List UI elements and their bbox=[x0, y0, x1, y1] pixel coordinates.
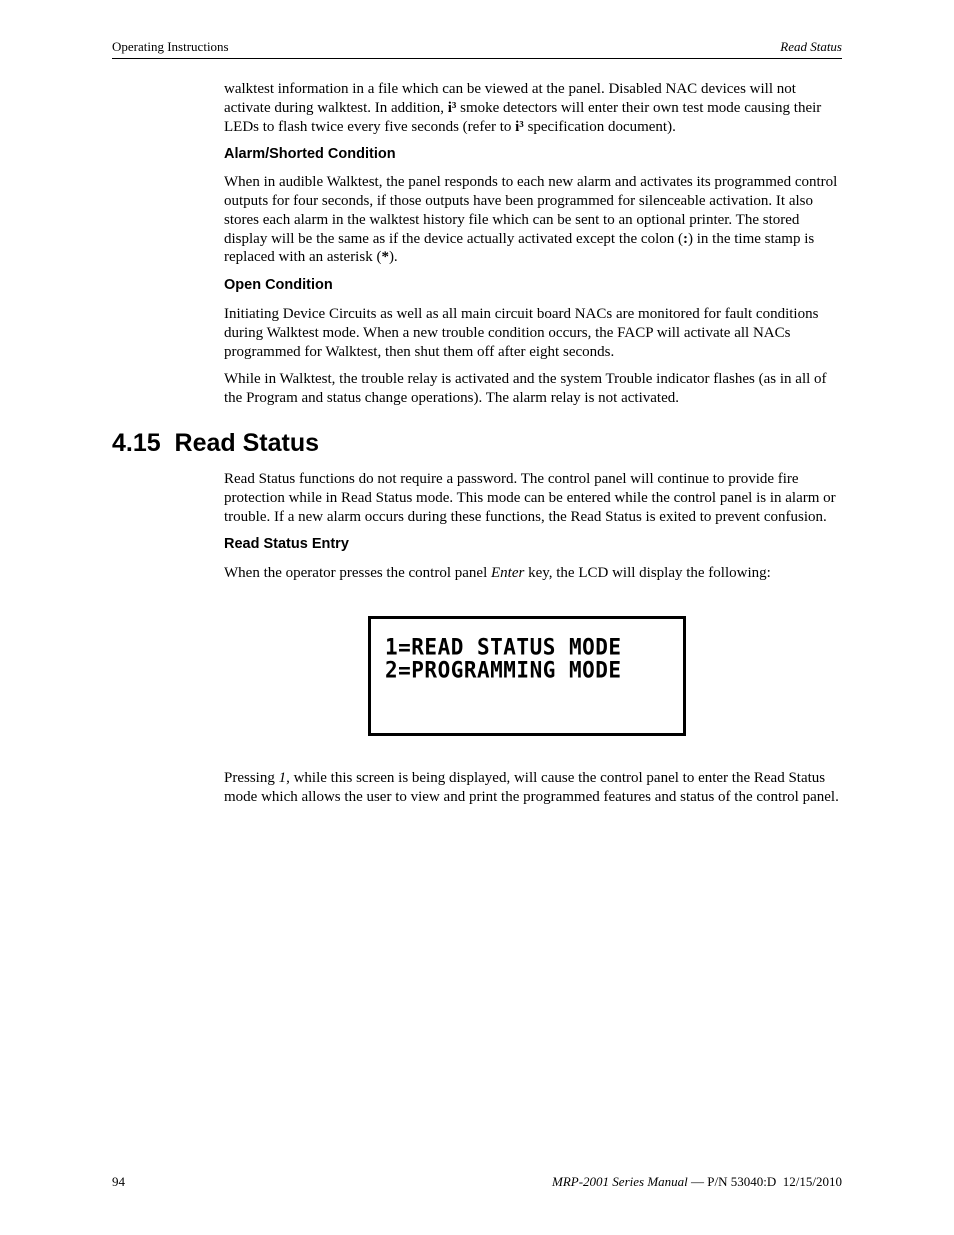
entry-heading: Read Status Entry bbox=[224, 536, 349, 553]
footer-manual-info bbox=[552, 1174, 842, 1190]
header-section: Read Status bbox=[780, 39, 842, 54]
text: When the operator presses the control panel bbox=[224, 565, 491, 582]
read-status-text bbox=[224, 470, 844, 583]
text: ) in the time stamp is replaced with an asterisk ( bbox=[224, 230, 815, 266]
key-1-label: 1 bbox=[278, 770, 287, 786]
read-status-intro: Read Status functions do not require a password. The control panel will continue to provide fire protection while in Read Status mode. This mode can be entered while the control panel is in alarm or trouble. If a new alarm occurs during these functions, the Read Status is exited to prevent confusion. bbox=[224, 471, 836, 525]
asterisk-symbol: * bbox=[381, 249, 389, 266]
walktest-paragraph bbox=[224, 80, 844, 136]
walktest-text bbox=[224, 80, 844, 408]
open-paragraph-1: Initiating Device Circuits as well as all main circuit board NACs are monitored for fault conditions during Walktest mode. When a new trouble condition occurs, the FACP will activate all NACs programmed for Walktest, then shut them off after eight seconds. bbox=[224, 305, 819, 360]
page-header bbox=[112, 38, 842, 59]
alarm-paragraph bbox=[224, 173, 844, 267]
lcd-display bbox=[368, 616, 686, 736]
text: key, the LCD will display the following: bbox=[524, 565, 771, 582]
pressing-paragraph bbox=[224, 769, 844, 807]
i3-label: i³ bbox=[447, 99, 457, 116]
open-paragraph-2: While in Walktest, the trouble relay is activated and the system Trouble indicator flashes (as in all of the Program and status change operations). The alarm relay is not activated. bbox=[224, 371, 827, 407]
lcd-line-1: 1=READ STATUS MODE bbox=[385, 634, 622, 660]
pressing-text bbox=[224, 769, 844, 807]
alarm-heading: Alarm/Shorted Condition bbox=[224, 146, 396, 163]
page-number: 94 bbox=[112, 1174, 125, 1189]
header-chapter: Operating Instructions bbox=[112, 39, 229, 54]
text: ). bbox=[388, 249, 398, 266]
text: specification document). bbox=[523, 118, 676, 135]
enter-key-label: Enter bbox=[490, 565, 525, 582]
text: , while this screen is being displayed, will cause the control panel to enter the Read Status mode which allows the user to view and print the programmed features and status of the control panel. bbox=[224, 770, 839, 805]
part-number-date: — P/N 53040:D 12/15/2010 bbox=[687, 1174, 842, 1189]
colon-symbol: : bbox=[683, 230, 688, 247]
lcd-line-2: 2=PROGRAMMING MODE bbox=[385, 657, 622, 683]
manual-title: MRP-2001 Series Manual bbox=[552, 1174, 688, 1189]
text: Pressing bbox=[224, 770, 279, 786]
section-title: 4.15 Read Status bbox=[112, 429, 320, 457]
entry-paragraph bbox=[224, 564, 844, 583]
text: walktest information in a file which can be viewed at the panel. Disabled NAC devices will not activate during walktest. In addition, bbox=[224, 81, 796, 116]
text: smoke detectors will enter their own test mode causing their LEDs to flash twice every five seconds (refer to bbox=[224, 99, 822, 135]
text: When in audible Walktest, the panel responds to each new alarm and activates its programmed control outputs for four seconds, if those outputs have been programmed for silenceable activation. It also stores each alarm in the walktest history file which can be sent to an optional printer. The stored display will be the same as if the device actually activated except the colon ( bbox=[224, 174, 838, 247]
open-heading: Open Condition bbox=[224, 277, 333, 294]
i3-label: i³ bbox=[515, 118, 524, 135]
